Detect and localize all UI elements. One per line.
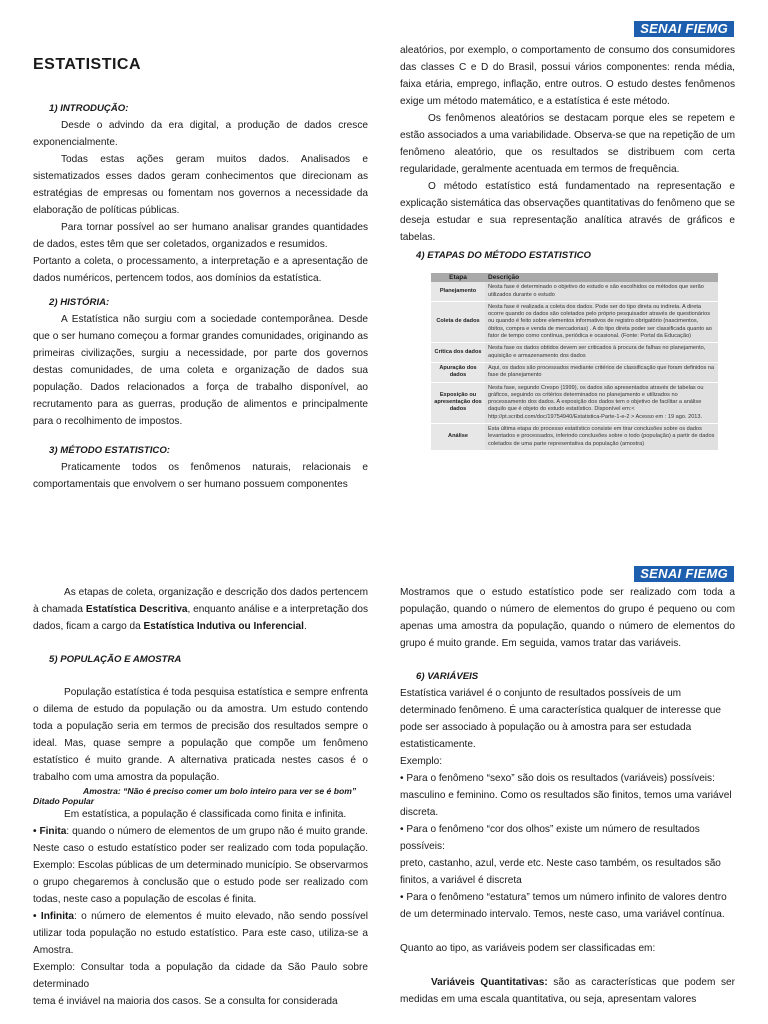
table-cell-etapa: Apuração dos dados <box>431 362 485 382</box>
paragraph: Exemplo: <box>400 756 443 767</box>
table-cell-etapa: Planejamento <box>431 282 485 301</box>
paragraph: aleatórios, por exemplo, o comportamento de consumo dos consumidores das classes C e D do Brasil, possui vários componentes: renda média, faixa etária, emprego, inflação, entre outros. O estudo destes fenômenos exige um método matemático, e a estatística é este método. <box>400 45 735 107</box>
paragraph: Todas estas ações geram muitos dados. Analisados e sistematizados esses dados geram conhecimentos que direcionam as estratégias de empresas ou fomentam nos governos a necessidade da elaboração de políticas públicas. <box>33 154 368 216</box>
table-header-descricao: Descrição <box>485 273 718 282</box>
paragraph: Praticamente todos os fenômenos naturais, relacionais e comportamentais que envolvem o ser humano possuem componentes <box>33 462 368 490</box>
paragraph: preto, castanho, azul, verde etc. Neste caso também, os resultados são finitos, a variável é discreta <box>400 858 721 886</box>
etapas-table-wrapper <box>431 273 718 451</box>
section-heading-variaveis: 6) VARIÁVEIS <box>416 671 479 682</box>
bold-term: • Finita <box>33 826 67 837</box>
paragraph-finita <box>33 823 368 908</box>
table-cell-etapa: Crítica dos dados <box>431 343 485 363</box>
quote-source: Ditado Popular <box>33 796 95 806</box>
paragraph: Para tornar possível ao ser humano analisar grandes quantidades de dados, estes têm que ser coletados, organizados e resumidos. <box>33 222 368 250</box>
paragraph: Mostramos que o estudo estatístico pode ser realizado com toda a população, quando o número de elementos do grupo é pequeno ou com apenas uma amostra da população, quando o número de elementos do grupo é muito grande. Em seguida, vamos tratar das variáveis. <box>400 587 735 649</box>
table-row <box>431 382 718 423</box>
section-heading-populacao: 5) POPULAÇÃO E AMOSTRA <box>49 654 182 665</box>
bold-term: Estatística Descritiva <box>85 604 188 615</box>
paragraph-estatistica-descritiva <box>33 584 368 635</box>
paragraph: A Estatística não surgiu com a sociedade contemporânea. Desde que o ser humano começou a formar grandes comunidades, originando as primeiras civilizações, surgiu a necessidade, por parte dos governos destas comunidades, de uma coleta e organização de dados sua população. Dados relacionados a força de trabalho disponível, ao recrutamento para as guerras, produção de alimentos e principalmente para o recolhimento de impostos. <box>33 314 368 427</box>
table-header-etapa: Etapa <box>431 273 485 282</box>
paragraph: Desde o advindo da era digital, a produção de dados cresce exponencialmente. <box>33 120 368 148</box>
text-run: : quando o número de elementos de um grupo não é muito grande. Neste caso o estudo estatístico poder ser realizado com toda população. Exemplo: Escolas públicas de um determinado município. Se observarmos o grupo chegaremos à conclusão que o estudo pode ser realizado com todas, neste caso a população de escolas é finita. <box>33 826 368 905</box>
page-title: ESTATISTICA <box>33 56 142 73</box>
table-cell-descricao: Esta última etapa do processo estatístico consiste em tirar conclusões sobre os dados levantados e processados, inferindo conclusões sobre o todo (população) a partir de dados coletados de uma parte representativa da população (amostra) <box>485 424 718 451</box>
section-heading-historia: 2) HISTÓRIA: <box>49 297 110 308</box>
table-cell-descricao: Nesta fase é determinado o objetivo do estudo e são escolhidos os métodos que serão utilizados durante o estudo <box>485 282 718 301</box>
table-cell-etapa: Exposição ou apresentação dos dados <box>431 382 485 423</box>
page1-right-column <box>400 42 735 264</box>
table-cell-etapa: Coleta de dados <box>431 301 485 342</box>
quote-line: Amostra: “Não é preciso comer um bolo inteiro para ver se é bom” <box>83 786 357 796</box>
bold-term: Variáveis Quantitativas: <box>431 977 548 988</box>
table-cell-descricao: Aqui, os dados são processados mediante critérios de classificação que foram definidos na fase de planejamento <box>485 362 718 382</box>
paragraph: • Para o fenômeno “sexo” são dois os resultados (variáveis) possíveis: masculino e feminino. Como os resultados são finitos, temos uma variável discreta. <box>400 773 732 818</box>
text-run: . <box>303 621 307 632</box>
paragraph: Os fenômenos aleatórios se destacam porque eles se repetem e estão associados a uma variabilidade. Observa-se que na repetição de um fenômeno aleatório, que os resultados se distribuem com certa regularidade, geralmente acentuada em termos de frequência. <box>400 113 735 175</box>
page1-left-column <box>33 56 368 493</box>
table-row <box>431 362 718 382</box>
page2-right-column <box>400 584 735 1008</box>
text-run: , enquanto análise e a interpretação dos dados, ficam a cargo da <box>33 604 368 632</box>
bold-term: • Infinita <box>33 911 74 922</box>
section-heading-introducao: 1) INTRODUÇÃO: <box>49 103 129 114</box>
text-run: : o número de elementos é muito elevado, não sendo possível utilizar toda população no estudo estatístico. Para este caso, utiliza-se a Amostra. <box>33 911 369 956</box>
etapas-table <box>431 273 718 451</box>
paragraph: População estatística é toda pesquisa estatística e sempre enfrenta o dilema de estudo da população ou da amostra. Um estudo contendo toda a população seria em termos de precisão dos resultados sempre o ideal. Mas, quase sempre a população que compõe um fenômeno estatístico é muito grande. A alternativa praticada nestes casos é o trabalho com uma amostra da população. <box>33 687 368 783</box>
text-run: são as características que podem ser medidas em uma escala quantitativa, ou seja, apresentam valores <box>400 977 735 1005</box>
paragraph-variaveis-quantitativas <box>400 974 735 1008</box>
page2-left-column <box>33 584 368 1010</box>
paragraph: Exemplo: Consultar toda a população da cidade da São Paulo sobre determinado <box>33 962 368 990</box>
bold-term: Estatística Indutiva ou Inferencial <box>143 621 304 632</box>
table-cell-descricao: Nesta fase é realizada a coleta dos dados. Pode ser do tipo direta ou indireta. A direta ocorre quando os dados são coletados pelo próprio pesquisador através de questionários ou quando é feito sobre elementos informativos de registro obrigatório (nascimentos, óbitos, compra e venda de mercadorias) . A do tipo direta poder ser classificada quanto ao fator de tempo como contínua, periódica e ocasional. (Fonte: Portal da Educação) <box>485 301 718 342</box>
paragraph: Quanto ao tipo, as variáveis podem ser classificadas em: <box>400 943 656 954</box>
table-cell-etapa: Análise <box>431 424 485 451</box>
section-heading-metodo: 3) MÉTODO ESTATISTICO: <box>49 445 170 456</box>
paragraph: • Para o fenômeno “estatura” temos um número infinito de valores dentro de um determinado intervalo. Temos, neste caso, uma variável contínua. <box>400 892 727 920</box>
paragraph: • Para o fenômeno “cor dos olhos” existe um número de resultados possíveis: <box>400 824 700 852</box>
section-heading-etapas: 4) ETAPAS DO MÉTODO ESTATISTICO <box>416 250 592 261</box>
table-cell-descricao: Nesta fase os dados obtidos devem ser criticados à procura de falhas no planejamento, aquisição e armazenamento dos dados <box>485 343 718 363</box>
table-row <box>431 343 718 363</box>
table-row <box>431 301 718 342</box>
paragraph: O método estatístico está fundamentado na representação e explicação sistemática das observações quantitativas do fenômeno que se deseja estudar e sua representação analítica através de gráficos e tabelas. <box>400 181 735 243</box>
table-row <box>431 424 718 451</box>
paragraph: tema é inviável na maioria dos casos. Se a consulta for considerada <box>33 996 338 1007</box>
paragraph: Em estatística, a população é classificada como finita e infinita. <box>64 809 347 820</box>
table-row <box>431 282 718 301</box>
paragraph: Estatística variável é o conjunto de resultados possíveis de um determinado fenômeno. É uma característica qualquer de interesse que pode ser associado à população ou à amostra para ser estudada estatisticamente. <box>400 688 721 750</box>
paragraph-infinita <box>33 908 368 959</box>
table-cell-descricao: Nesta fase, segundo Crespo (1999), os dados são apresentados através de tabelas ou gráficos, seguindo os critérios determinados no planejamento e utilizados no processamento dos dados. A exposição dos dados tem o objetivo de facilitar a análise daquilo que é objeto do estudo estatístico. Disponível em:< http://pt.scribd.com/doc/19754940/Estatistica-Parte-1-e-2 > Acesso em : 19 ago. 2013. <box>485 382 718 423</box>
document-page-2 <box>0 556 768 1024</box>
senai-fiemg-logo: SENAI FIEMG <box>634 21 734 37</box>
senai-fiemg-logo: SENAI FIEMG <box>634 566 734 582</box>
paragraph: Portanto a coleta, o processamento, a interpretação e a apresentação de dados numéricos, pertencem todos, aos domínios da estatística. <box>33 256 368 284</box>
page-separator <box>0 536 768 556</box>
text-run: As etapas de coleta, organização e descrição dos dados pertencem à chamada <box>33 587 368 615</box>
